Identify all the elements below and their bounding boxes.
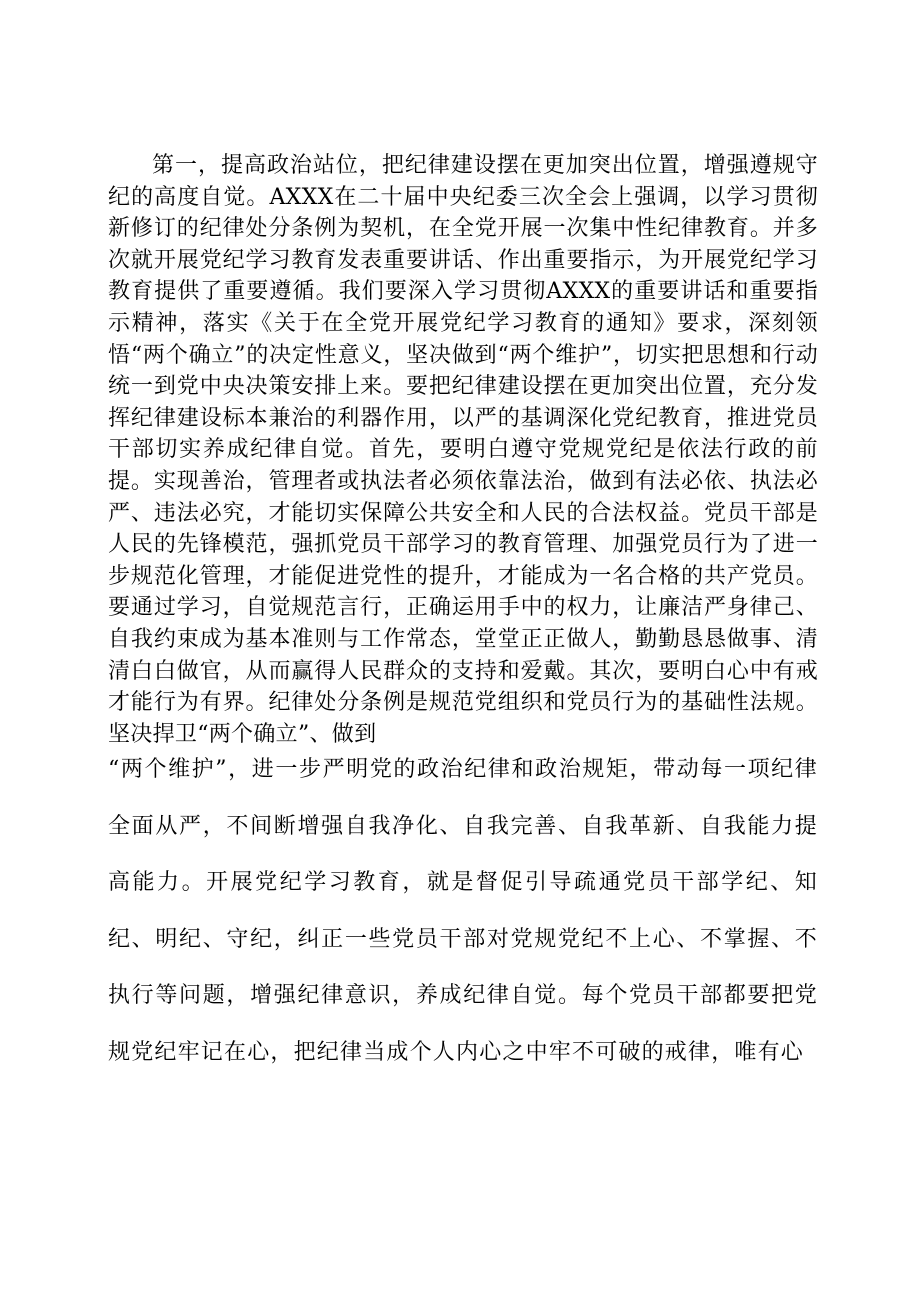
body-paragraph-1: 第一，提高政治站位，把纪律建设摆在更加突出位置，增强遵规守纪的高度自觉。AXXX在二十届中央纪委三次全会上强调，以学习贯彻新修订的纪律处分条例为契机，在全党开展一次集中性纪律教育。并多次就开展党纪学习教育发表重要讲话、作出重要指示，为开展党纪学习教育提供了重要遵循。我们要深入学习贯彻AXXX的重要讲话和重要指示精神，落实《关于在全党开展党纪学习教育的通知》要求，深刻领悟“两个确立”的决定性意义，坚决做到“两个维护”，切实把思想和行动统一到党中央决策安排上来。要把纪律建设摆在更加突出位置，充分发挥纪律建设标本兼治的利器作用，以严的基调深化党纪教育，推进党员干部切实养成纪律自觉。首先，要明白遵守党规党纪是依法行政的前提。实现善治，管理者或执法者必须依靠法治，做到有法必依、执法必严、违法必究，才能切实保障公共安全和人民的合法权益。党员干部是人民的先锋模范，强抓党员干部学习的教育管理、加强党员行为了进一步规范化管理，才能促进党性的提升，才能成为一名合格的共产党员。要通过学习，自觉规范言行，正确运用手中的权力，让廉洁严身律己、自我约束成为基本准则与工作常态，堂堂正正做人，勤勤恳恳做事、清清白白做官，从而赢得人民群众的支持和爱戴。其次，要明白心中有戒才能行为有界。纪律处分条例是规范党组织和党员行为的基础性法规。坚决捍卫“两个确立”、做到	[108, 153, 818, 747]
body-paragraph-2: “两个维护”，进一步严明党的政治纪律和政治规矩，带动每一项纪律全面从严，不间断增强自我净化、自我完善、自我革新、自我能力提高能力。开展党纪学习教育，就是督促引导疏通党员干部学纪、知纪、明纪、守纪，纠正一些党员干部对党规党纪不上心、不掌握、不执行等问题，增强纪律意识，养成纪律自觉。每个党员干部都要把党规党纪牢记在心，把纪律当成个人内心之中牢不可破的戒律，唯有心	[108, 757, 818, 1065]
